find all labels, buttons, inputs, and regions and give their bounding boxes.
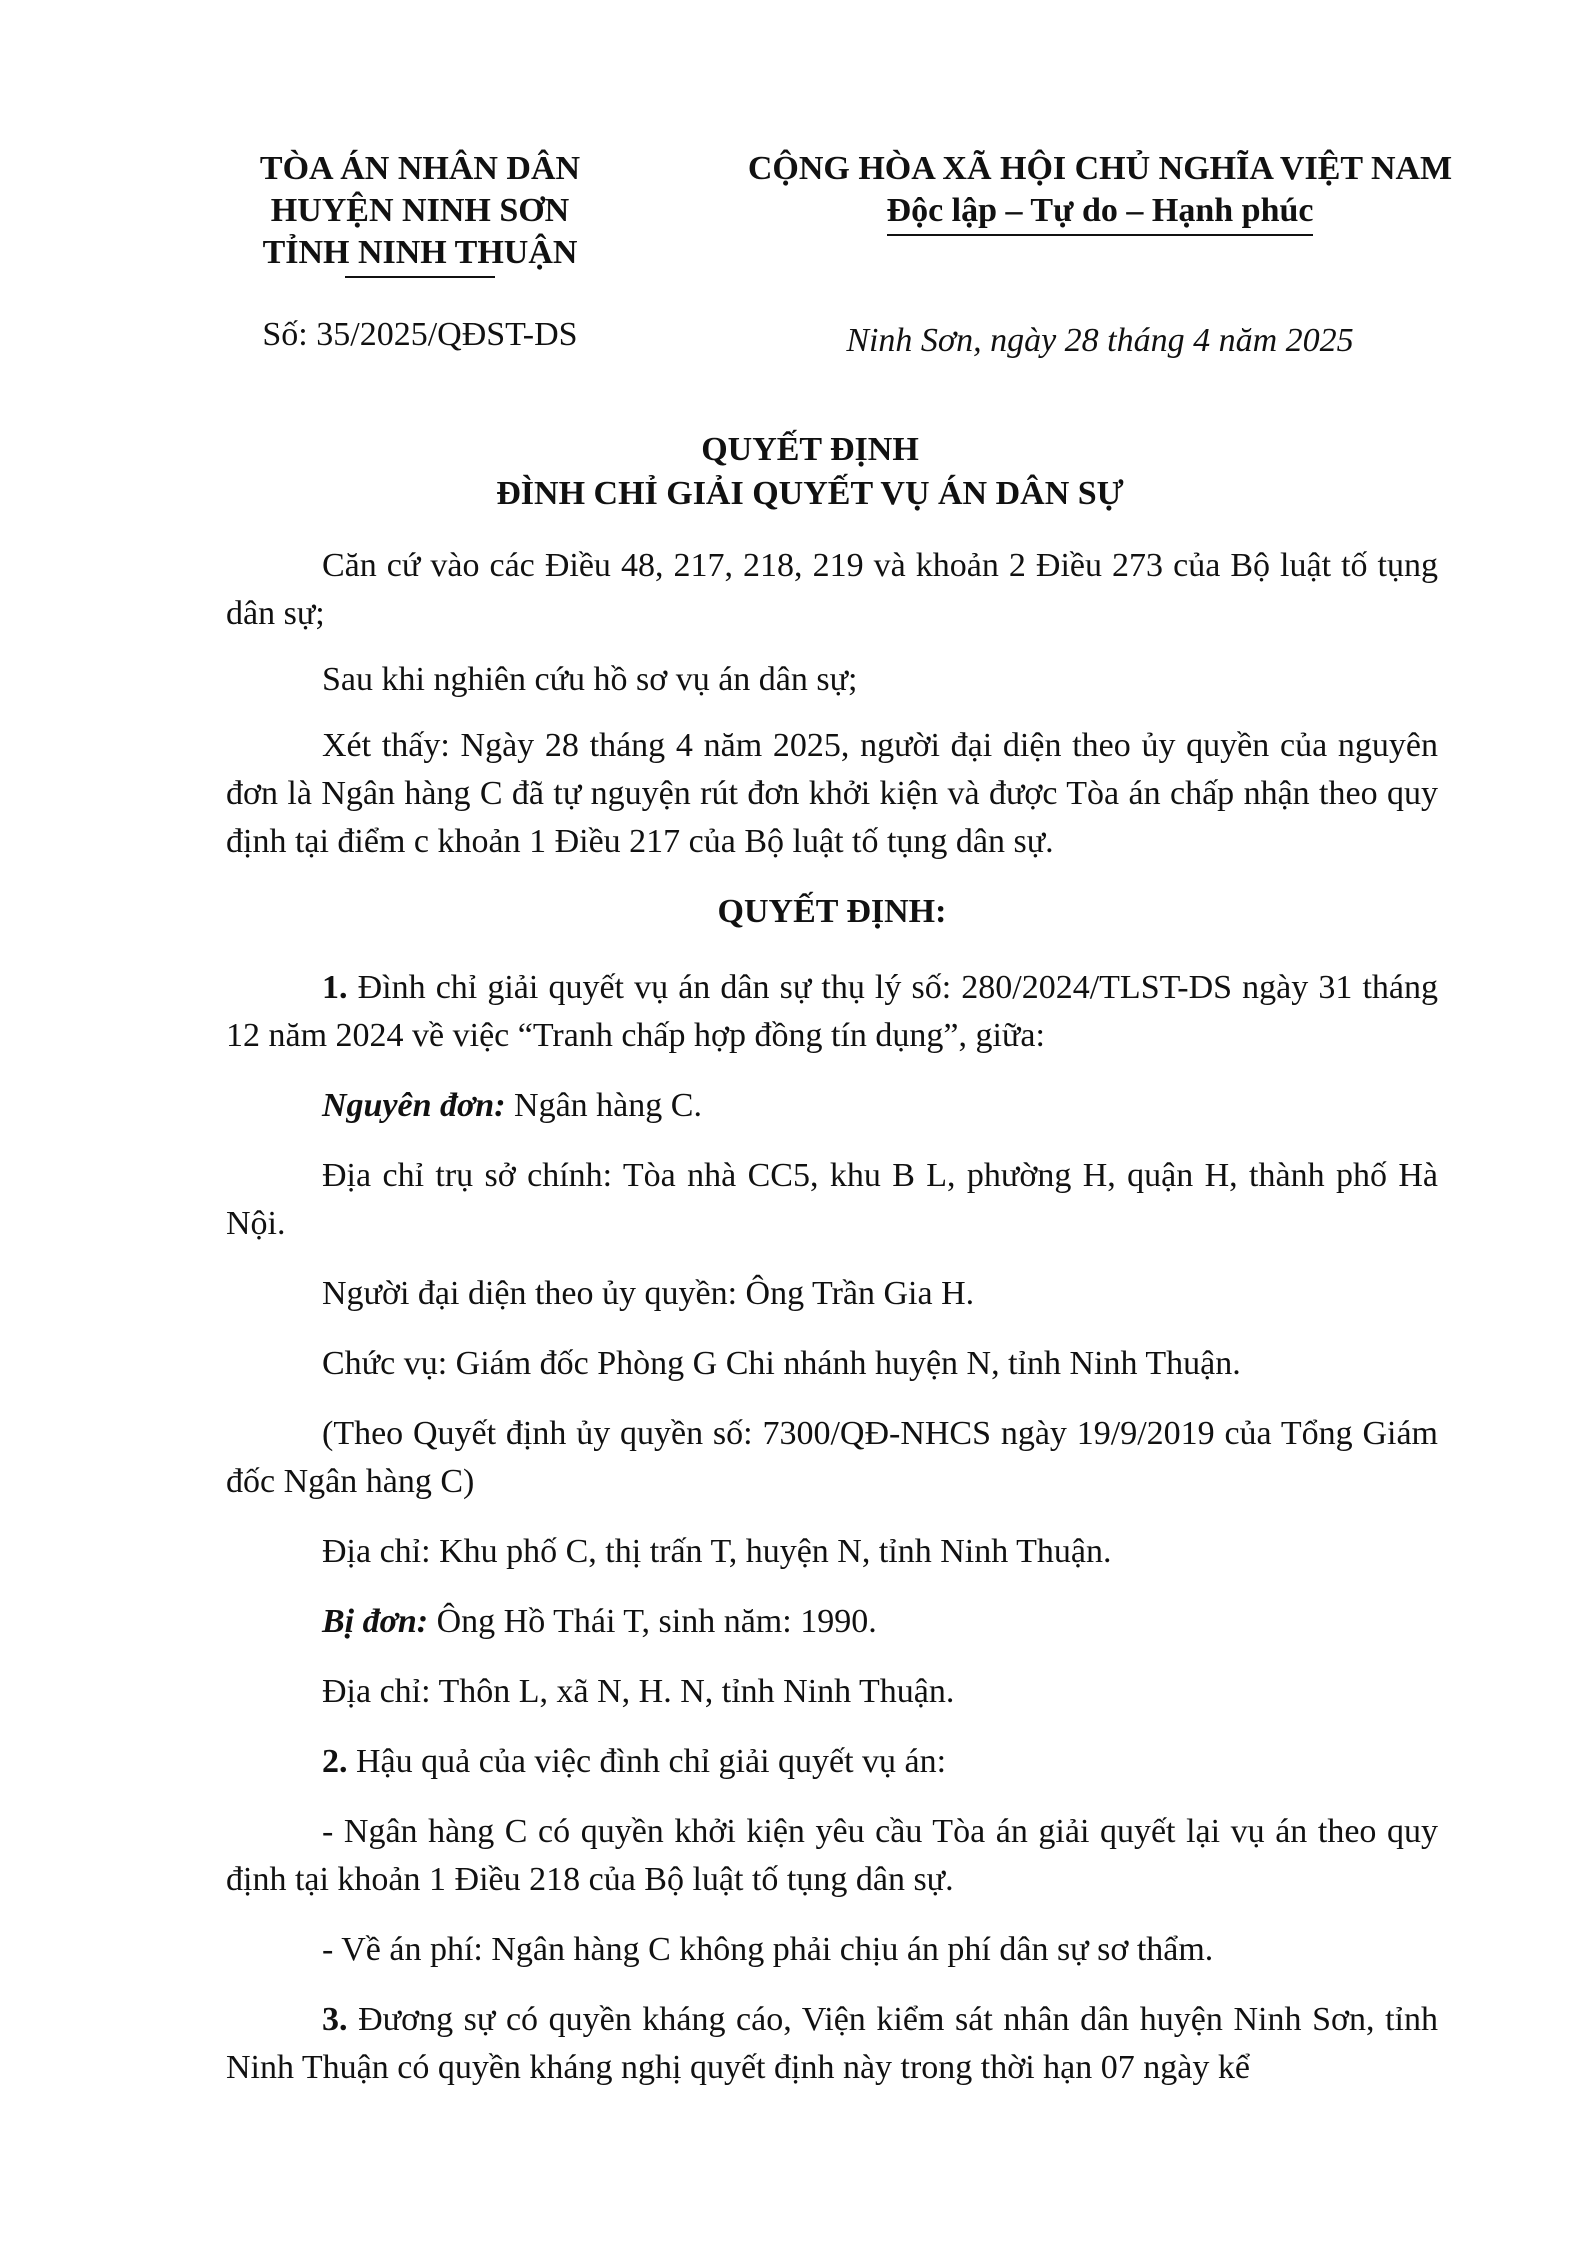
court-header	[200, 148, 640, 278]
paragraph-considering: Xét thấy: Ngày 28 tháng 4 năm 2025, người đại diện theo ủy quyền của nguyên đơn là Ngân hàng C đã tự nguyện rút đơn khởi kiện và được Tòa án chấp nhận theo quy định tại điểm c khoản 1 Điều 217 của Bộ luật tố tụng dân sự.	[226, 727, 1438, 860]
document-body	[226, 542, 1438, 2114]
plaintiff-representative: Người đại diện theo ủy quyền: Ông Trần Gia H.	[322, 1275, 975, 1312]
representative-position: Chức vụ: Giám đốc Phòng G Chi nhánh huyện N, tỉnh Ninh Thuận.	[322, 1345, 1241, 1382]
document-title	[160, 428, 1460, 516]
court-name-line1: TÒA ÁN NHÂN DÂN	[259, 150, 581, 187]
item-3-text: Đương sự có quyền kháng cáo, Viện kiểm sát nhân dân huyện Ninh Sơn, tỉnh Ninh Thuận có quyền kháng nghị quyết định này trong thời hạn 07 ngày kể	[226, 2001, 1438, 2086]
national-title: CỘNG HÒA XÃ HỘI CHỦ NGHĨA VIỆT NAM	[747, 150, 1453, 187]
item-2-number: 2.	[322, 1743, 348, 1780]
item-3-number: 3.	[322, 2001, 348, 2038]
item-1-number: 1.	[322, 969, 348, 1006]
item-2	[226, 1738, 1438, 1786]
document-number: Số: 35/2025/QĐST-DS	[262, 316, 578, 353]
plaintiff	[226, 1082, 1438, 1130]
title-line1: QUYẾT ĐỊNH	[701, 431, 919, 468]
court-header-underline	[345, 276, 495, 278]
item-1	[226, 964, 1438, 1060]
item-2-text: Hậu quả của việc đình chỉ giải quyết vụ án:	[347, 1743, 947, 1780]
national-motto: Độc lập – Tự do – Hạnh phúc	[887, 190, 1314, 236]
representative-address: Địa chỉ: Khu phố C, thị trấn T, huyện N, tỉnh Ninh Thuận.	[322, 1533, 1112, 1570]
title-line2: ĐÌNH CHỈ GIẢI QUYẾT VỤ ÁN DÂN SỰ	[496, 475, 1124, 512]
paragraph-after-review: Sau khi nghiên cứu hồ sơ vụ án dân sự;	[322, 661, 858, 698]
decision-heading: QUYẾT ĐỊNH:	[717, 893, 947, 930]
paragraph-legal-basis: Căn cứ vào các Điều 48, 217, 218, 219 và khoản 2 Điều 273 của Bộ luật tố tụng dân sự;	[226, 547, 1438, 632]
item-2-bullet-1: - Ngân hàng C có quyền khởi kiện yêu cầu Tòa án giải quyết lại vụ án theo quy định tại khoản 1 Điều 218 của Bộ luật tố tụng dân sự.	[226, 1813, 1438, 1898]
national-header	[705, 148, 1495, 236]
court-name-line3: TỈNH NINH THUẬN	[262, 234, 578, 271]
defendant-address: Địa chỉ: Thôn L, xã N, H. N, tỉnh Ninh Thuận.	[322, 1673, 955, 1710]
court-name-line2: HUYỆN NINH SƠN	[270, 192, 570, 229]
item-1-text: Đình chỉ giải quyết vụ án dân sự thụ lý số: 280/2024/TLST-DS ngày 31 tháng 12 năm 2024 về việc “Tranh chấp hợp đồng tín dụng”, giữa:	[226, 969, 1438, 1054]
plaintiff-head-office: Địa chỉ trụ sở chính: Tòa nhà CC5, khu B L, phường H, quận H, thành phố Hà Nội.	[226, 1157, 1438, 1242]
item-3	[226, 1996, 1438, 2092]
defendant-value: Ông Hồ Thái T, sinh năm: 1990.	[428, 1603, 877, 1640]
defendant-label: Bị đơn:	[322, 1603, 429, 1640]
defendant	[226, 1598, 1438, 1646]
item-2-bullet-2: - Về án phí: Ngân hàng C không phải chịu án phí dân sự sơ thẩm.	[322, 1931, 1214, 1968]
authorization-reference: (Theo Quyết định ủy quyền số: 7300/QĐ-NHCS ngày 19/9/2019 của Tổng Giám đốc Ngân hàng C)	[226, 1415, 1438, 1500]
plaintiff-label: Nguyên đơn:	[322, 1087, 506, 1124]
document-date: Ninh Sơn, ngày 28 tháng 4 năm 2025	[846, 322, 1354, 359]
plaintiff-value: Ngân hàng C.	[505, 1087, 702, 1124]
